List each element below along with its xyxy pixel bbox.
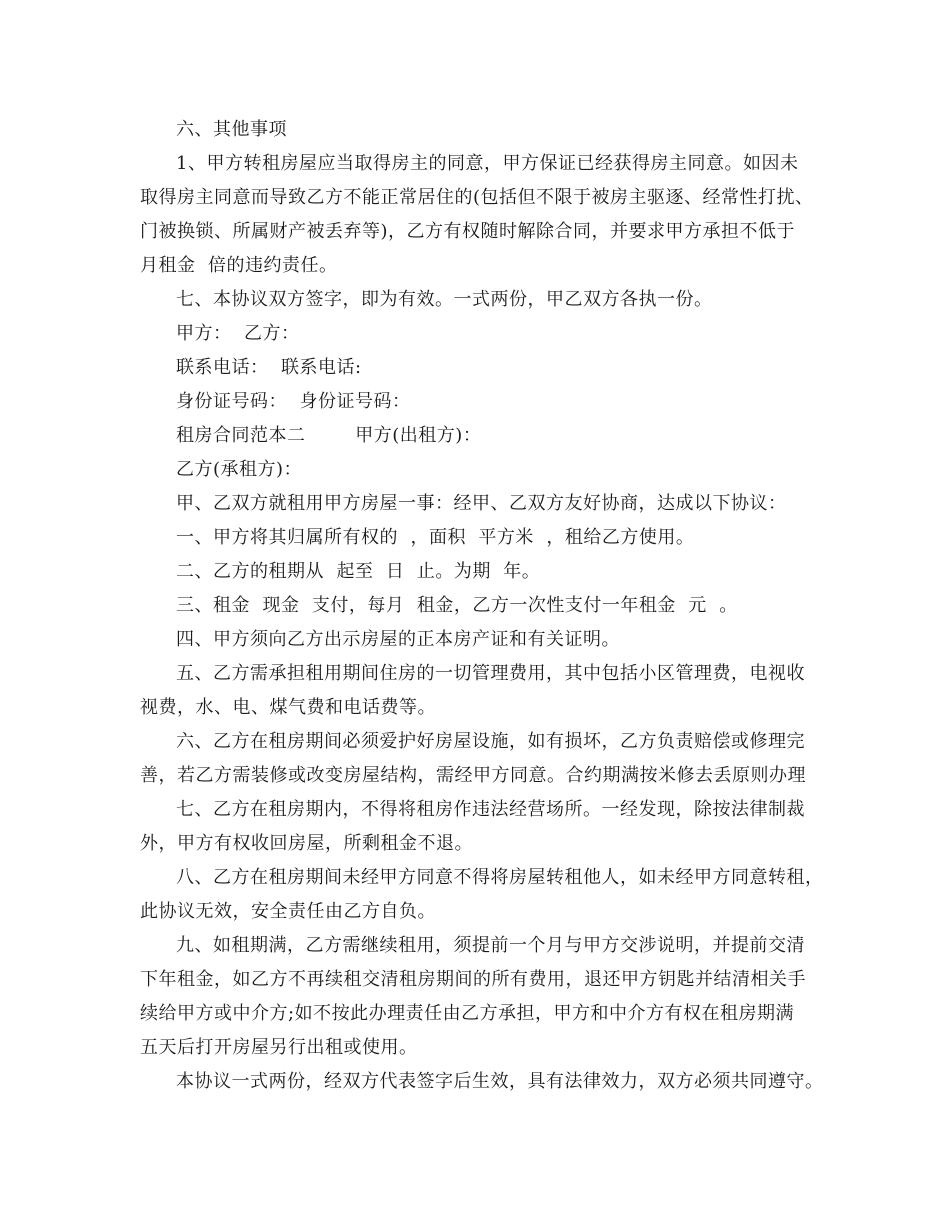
clause-line: 下年租金，如乙方不再续租交清租房期间的所有费用，退还甲方钥匙并结清相关手 — [140, 969, 806, 990]
contract-title-line: 租房合同范本二 甲方(出租方)： — [176, 425, 482, 446]
paragraph-line: 七、本协议双方签字，即为有效。一式两份，甲乙双方各执一份。 — [176, 289, 713, 310]
clause-line: 四、甲方须向乙方出示房屋的正本房产证和有关证明。 — [176, 629, 620, 650]
paragraph-line: 月租金 倍的违约责任。 — [140, 255, 338, 276]
clause-line: 二、乙方的租期从 起至 日 止。为期 年。 — [176, 561, 541, 582]
clause-line: 九、如租期满，乙方需继续租用，须提前一个月与甲方交涉说明，并提前交清 — [176, 935, 805, 956]
tenant-line: 乙方(承租方)： — [176, 459, 303, 480]
contact-phone-line: 联系电话： 联系电话: — [176, 357, 362, 378]
clause-line: 善，若乙方需装修或改变房屋结构，需经甲方同意。合约期满按米修去丢原则办理 — [140, 765, 806, 786]
clause-line: 视费，水、电、煤气费和电话费等。 — [140, 697, 436, 718]
clause-line: 三、租金 现金 支付，每月 租金，乙方一次性支付一年租金 元 。 — [176, 595, 738, 616]
clause-line: 五天后打开房屋另行出租或使用。 — [140, 1037, 418, 1058]
paragraph-line: 门被换锁、所属财产被丢弃等)，乙方有权随时解除合同，并要求甲方承担不低于 — [140, 221, 796, 242]
id-number-line: 身份证号码： 身份证号码： — [176, 391, 411, 412]
clause-line: 七、乙方在租房期内，不得将租房作违法经营场所。一经发现，除按法律制裁 — [176, 799, 805, 820]
clause-line: 外，甲方有权收回房屋，所剩租金不退。 — [140, 833, 473, 854]
paragraph-line: 1、甲方转租房屋应当取得房主的同意，甲方保证已经获得房主同意。如因未 — [176, 153, 799, 174]
signature-line: 甲方： 乙方： — [176, 323, 300, 344]
closing-line: 本协议一式两份，经双方代表签字后生效，具有法律效力，双方必须共同遵守。 — [176, 1071, 824, 1092]
section-heading-other-matters: 六、其他事项 — [176, 119, 287, 140]
clause-line: 续给甲方或中介方;如不按此办理责任由乙方承担，甲方和中介方有权在租房期满 — [140, 1003, 795, 1024]
paragraph-line: 甲、乙双方就租用甲方房屋一事：经甲、乙双方友好协商，达成以下协议： — [176, 493, 787, 514]
clause-line: 六、乙方在租房期间必须爱护好房屋设施，如有损坏，乙方负责赔偿或修理完 — [176, 731, 805, 752]
clause-line: 一、甲方将其归属所有权的 ，面积 平方米 ，租给乙方使用。 — [176, 527, 695, 548]
clause-line: 五、乙方需承担租用期间住房的一切管理费用，其中包括小区管理费，电视收 — [176, 663, 805, 684]
clause-line: 此协议无效，安全责任由乙方自负。 — [140, 901, 436, 922]
clause-line: 八、乙方在租房期间未经甲方同意不得将房屋转租他人，如未经甲方同意转租， — [176, 867, 824, 888]
paragraph-line: 取得房主同意而导致乙方不能正常居住的(包括但不限于被房主驱逐、经常性打扰、 — [140, 187, 814, 208]
